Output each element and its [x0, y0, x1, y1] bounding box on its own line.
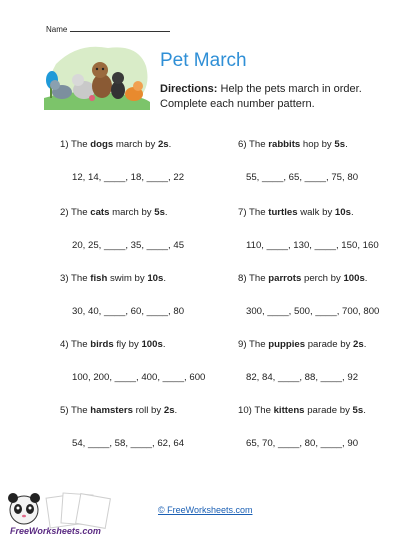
directions-text: Help the pets march in order. Complete each number pattern. — [160, 83, 362, 110]
directions-label: Directions: — [160, 83, 218, 95]
problem-animal: birds — [90, 339, 114, 350]
problem-animal: rabbits — [268, 139, 301, 150]
problem-article: The — [249, 273, 266, 284]
problem-animal: cats — [90, 207, 110, 218]
problem-period: . — [162, 339, 166, 350]
problem-2-statement — [60, 207, 168, 218]
name-blank-line[interactable] — [70, 24, 170, 32]
copyright-link[interactable]: © FreeWorksheets.com — [158, 505, 253, 515]
problem-period: . — [174, 405, 178, 416]
problem-number: 8) — [238, 273, 247, 284]
problem-article: The — [71, 273, 88, 284]
problem-period: . — [168, 139, 172, 150]
name-field — [46, 24, 170, 34]
problem-8-sequence[interactable]: 300, ____, 500, ____, 700, 800 — [246, 306, 380, 317]
problem-step: 5s — [334, 139, 346, 150]
problem-10-sequence[interactable]: 65, 70, ____, 80, ____, 90 — [246, 438, 359, 449]
problem-verb: roll by — [135, 405, 162, 416]
problem-animal: hamsters — [90, 405, 133, 416]
problem-6-statement — [238, 139, 348, 150]
problem-8-statement — [238, 273, 367, 284]
problem-step: 2s — [157, 139, 169, 150]
problem-animal: turtles — [268, 207, 298, 218]
problem-number: 4) — [60, 339, 69, 350]
problem-number: 5) — [60, 405, 69, 416]
problem-verb: march by — [112, 207, 152, 218]
problem-period: . — [163, 273, 166, 284]
problem-1-sequence[interactable]: 12, 14, ____, 18, ____, 22 — [72, 172, 185, 183]
problem-6-sequence[interactable]: 55, ____, 65, ____, 75, 80 — [246, 172, 359, 183]
problem-3-sequence[interactable]: 30, 40, ____, 60, ____, 80 — [72, 306, 185, 317]
problem-verb: walk by — [300, 207, 333, 218]
problem-step: 5s — [154, 207, 165, 218]
problem-5-sequence[interactable]: 54, ____, 58, ____, 62, 64 — [72, 438, 185, 449]
problem-article: The — [249, 339, 266, 350]
problem-animal: dogs — [90, 139, 114, 150]
problem-period: . — [164, 207, 168, 218]
problem-4-sequence[interactable]: 100, 200, ____, 400, ____, 600 — [72, 372, 206, 383]
problem-7-statement — [238, 207, 354, 218]
problem-animal: kittens — [273, 405, 305, 416]
page-title: Pet March — [160, 50, 247, 71]
problem-article: The — [71, 405, 88, 416]
problem-number: 7) — [238, 207, 247, 218]
problem-article: The — [249, 207, 266, 218]
problem-number: 10) — [238, 405, 252, 416]
problem-period: . — [364, 273, 368, 284]
name-label: Name — [46, 25, 68, 34]
problem-2-sequence[interactable]: 20, 25, ____, 35, ____, 45 — [72, 240, 185, 251]
problem-period: . — [345, 139, 348, 150]
problem-article: The — [71, 207, 88, 218]
problem-article: The — [254, 405, 271, 416]
problem-verb: parade by — [307, 405, 350, 416]
problem-animal: fish — [90, 273, 108, 284]
freeworksheets-logo — [2, 488, 132, 536]
logo-text: FreeWorksheets.com — [10, 526, 101, 536]
directions — [160, 82, 405, 112]
problem-4-statement — [60, 339, 165, 350]
problem-step: 5s — [352, 405, 364, 416]
problem-number: 2) — [60, 207, 69, 218]
problem-1-statement — [60, 139, 171, 150]
problem-number: 3) — [60, 273, 69, 284]
problem-9-statement — [238, 339, 366, 350]
problem-article: The — [71, 139, 88, 150]
problem-7-sequence[interactable]: 110, ____, 130, ____, 150, 160 — [246, 240, 379, 251]
problem-verb: parade by — [307, 339, 351, 350]
problem-period: . — [363, 339, 367, 350]
problem-verb: perch by — [303, 273, 341, 284]
problem-step: 2s — [353, 339, 364, 350]
pets-illustration — [38, 40, 154, 112]
problem-verb: fly by — [116, 339, 139, 350]
problem-number: 1) — [60, 139, 69, 150]
problem-verb: swim by — [109, 273, 145, 284]
problem-step: 100s — [343, 273, 365, 284]
problem-number: 6) — [238, 139, 247, 150]
problem-5-statement — [60, 405, 177, 416]
problem-step: 10s — [334, 207, 351, 218]
problem-step: 100s — [141, 339, 163, 350]
problem-9-sequence[interactable]: 82, 84, ____, 88, ____, 92 — [246, 372, 359, 383]
problem-animal: puppies — [268, 339, 306, 350]
problem-verb: march by — [115, 139, 156, 150]
problem-article: The — [71, 339, 88, 350]
problem-step: 2s — [163, 405, 175, 416]
problem-verb: hop by — [302, 139, 332, 150]
problem-3-statement — [60, 273, 166, 284]
problem-step: 10s — [147, 273, 164, 284]
problem-number: 9) — [238, 339, 247, 350]
problem-period: . — [350, 207, 354, 218]
problem-animal: parrots — [268, 273, 302, 284]
problem-10-statement — [238, 405, 366, 416]
problem-article: The — [249, 139, 266, 150]
problem-period: . — [363, 405, 366, 416]
